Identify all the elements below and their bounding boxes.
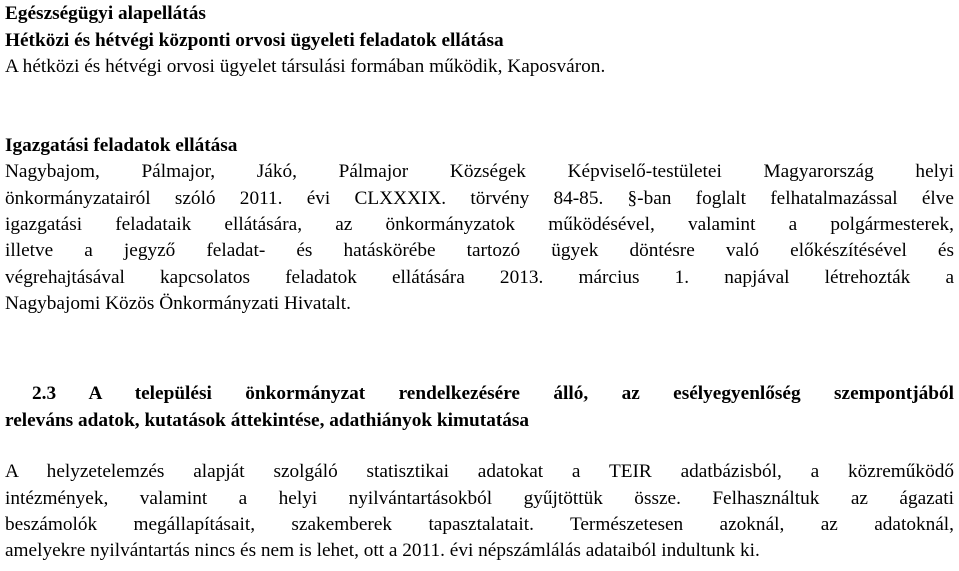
paragraph-line: A helyzetelemzés alapját szolgáló statisztikai adatokat a TEIR adatbázisból, a közreműködő xyxy=(5,461,954,482)
section-heading: Igazgatási feladatok ellátása xyxy=(5,135,238,156)
section-title: 2.3 A települési önkormányzat rendelkezésére álló, az esélyegyenlőség szempontjából xyxy=(32,383,954,404)
paragraph-line: beszámolók megállapításait, szakemberek tapasztalatait. Természetesen azoknál, az adatoknál, xyxy=(5,514,954,535)
paragraph-line: Nagybajomi Közös Önkormányzati Hivatalt. xyxy=(5,293,351,314)
paragraph-line: intézmények, valamint a helyi nyilvántartásokból gyűjtöttük össze. Felhasználtuk az ágazati xyxy=(5,488,954,509)
section-subheading: Hétközi és hétvégi központi orvosi ügyeleti feladatok ellátása xyxy=(5,30,504,51)
paragraph-line: Nagybajom, Pálmajor, Jákó, Pálmajor Községek Képviselő-testületei Magyarország helyi xyxy=(5,161,954,182)
paragraph-line: végrehajtásával kapcsolatos feladatok ellátására 2013. március 1. napjával létrehozták a xyxy=(5,267,954,288)
paragraph-line: illetve a jegyző feladat- és hatáskörébe tartozó ügyek döntésre való előkészítésével és xyxy=(5,240,954,261)
paragraph-line: amelyekre nyilvántartás nincs és nem is lehet, ott a 2011. évi népszámlálás adataiból indultunk ki. xyxy=(5,540,760,561)
paragraph-line: igazgatási feladataik ellátására, az önkormányzatok működésével, valamint a polgármesterek, xyxy=(5,214,954,235)
paragraph-line: önkormányzatairól szóló 2011. évi CLXXXIX. törvény 84-85. §-ban foglalt felhatalmazással élve xyxy=(5,188,954,209)
paragraph-line: A hétközi és hétvégi orvosi ügyelet társulási formában működik, Kaposváron. xyxy=(5,56,606,77)
section-title: releváns adatok, kutatások áttekintése, adathiányok kimutatása xyxy=(5,410,530,431)
section-heading: Egészségügyi alapellátás xyxy=(5,3,206,24)
